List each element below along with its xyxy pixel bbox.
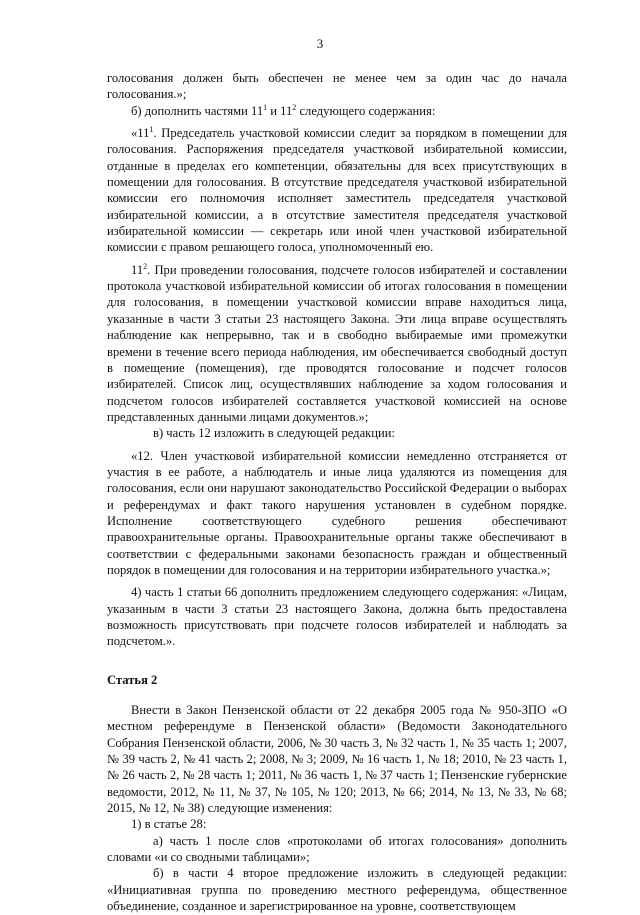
paragraph-article-2-intro: Внести в Закон Пензенской области от 22 декабря 2005 года № 950-ЗПО «О местном референдуме в Пензенской области» (Ведомости Законодательного Собрания Пензенской области, 2006, № 30 часть 3, № 32 часть 1, № 35 часть 1; 2007, № 39 часть 2, № 41 часть 2; 2008, № 3; 2009, № 16 часть 1, № 18; 2010, № 23 часть 1, № 26 часть 2, № 28 часть 1; 2011, № 36 часть 1, № 37 часть 1; Пензенские губернские ведомости, 2012, № 11, № 37, № 105, № 120; 2013, № 66; 2014, № 13, № 33, № 68; 2015, № 12, № 38) следующие изменения: [107, 703, 567, 816]
paragraph-part-11-2 [107, 262, 567, 425]
paragraph-text: . При проведении голосования, подсчете голосов избирателей и составлении протокола участковой избирательной комиссии об итогах голосования в помещении для голосования, в помещении участковой комиссии вправе находиться лица, указанные в части 3 статьи 23 настоящего Закона. Эти лица вправе осуществлять наблюдение как непрерывно, так и в свободно выбираемые ими промежутки времени в течение всего периода наблюдения, им обеспечивается свободный доступ в помещение (помещения), где проводятся голосование и подсчет голосов избирателей. Список лиц, осуществлявших наблюдение за ходом голосования и подсчетом голосов избирателей составляется участковой комиссией на основе представленных данными лицами документов.»; [107, 262, 567, 424]
paragraph-text: 11 [131, 262, 144, 277]
paragraph-item-b [107, 103, 567, 119]
paragraph-item-1: 1) в статье 28: [131, 817, 207, 832]
article-heading: Статья 2 [107, 672, 158, 687]
paragraph-item-b2: б) в части 4 второе предложение изложить в следующей редакции: «Инициативная группа по проведению местного референдума, общественное объединение, созданное и зарегистрированное на уровне, соответствующем [107, 866, 567, 914]
superscript: 1 [263, 102, 268, 112]
paragraph-part-11-1 [107, 125, 567, 256]
superscript: 1 [149, 124, 154, 134]
paragraph-text: «11 [131, 126, 150, 141]
paragraph-item-v: в) часть 12 изложить в следующей редакции: [153, 426, 395, 441]
paragraph-part-12: «12. Член участковой избирательной комиссии немедленно отстраняется от участия в ее работе, а наблюдатель и иные лица удаляются из помещения для голосования, если они нарушают законодательство Российской Федерации о выборах и референдумах и факт такого нарушения установлен в судебном порядке. Исполнение соответствующего судебного решения обеспечивают правоохранительные органы. Правоохранительные органы также обеспечивают в соответствии с федеральными законами безопасность граждан и общественный порядок в помещении для голосования и на территории избирательного участка.»; [107, 448, 568, 577]
paragraph-text: б) дополнить частями 11 [131, 103, 264, 118]
paragraph-item-a: а) часть 1 после слов «протоколами об итогах голосования» дополнить словами «и со сводными таблицами»; [107, 833, 567, 865]
paragraph-text: и 11 [267, 103, 293, 118]
paragraph-item-4: 4) часть 1 статьи 66 дополнить предложением следующего содержания: «Лицам, указанным в части 3 статьи 23 настоящего Закона, должна быть предоставлена возможность присутствовать при подсчете голосов избирателей и наблюдать за подсчетом.». [107, 585, 567, 649]
superscript: 2 [292, 102, 297, 112]
paragraph-text: . Председатель участковой комиссии следит за порядком в помещении для голосования. Распоряжения председателя участковой избирательной комиссии, отданные в пределах его компетенции, обязательны для всех присутствующих в помещении для голосования. В отсутствие председателя участковой избирательной комиссии его полномочия исполняет заместитель председателя участковой избирательной комиссии, а в отсутствие заместителя председателя участковой избирательной комиссии — секретарь или иной член участковой избирательной комиссии с правом решающего голоса, уполномоченный ею. [107, 126, 567, 255]
paragraph-text: следующего содержания: [296, 103, 436, 118]
page-number: 3 [316, 36, 324, 51]
paragraph-continuation: голосования должен быть обеспечен не менее чем за один час до начала голосования.»; [107, 71, 567, 102]
superscript: 2 [143, 261, 148, 271]
document-body [107, 70, 567, 915]
